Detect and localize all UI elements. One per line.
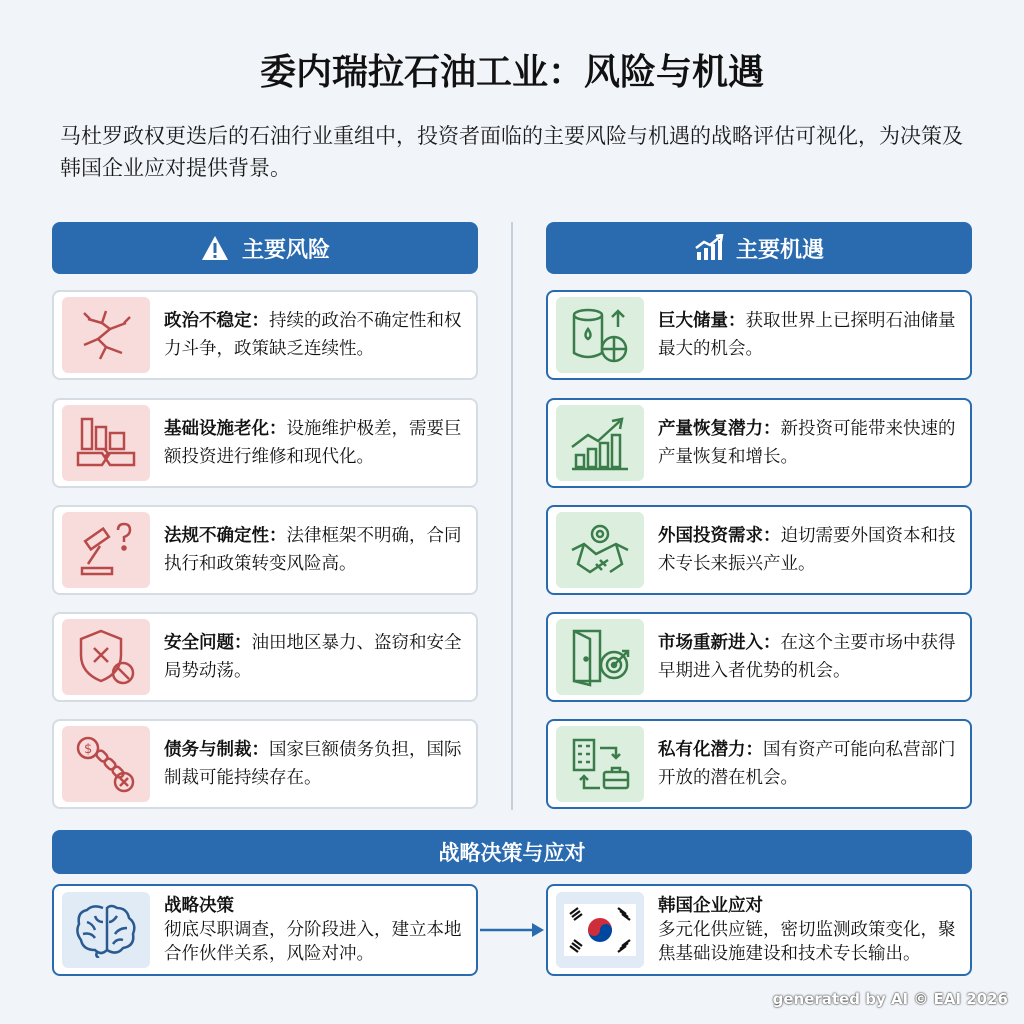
- handshake-gear-icon: [556, 512, 644, 588]
- opportunity-card-privatization: [546, 719, 972, 809]
- risk-card-debt: [52, 719, 478, 809]
- oil-barrel-globe-icon: [556, 297, 644, 373]
- risk-title: 政治不稳定：: [164, 311, 269, 331]
- korea-response-text: 多元化供应链，密切监测政策变化，聚焦基础设施建设和技术专长输出。: [658, 920, 956, 964]
- brain-icon: [62, 892, 150, 968]
- chain-dollar-icon: [62, 726, 150, 802]
- risk-card-regulatory: [52, 505, 478, 595]
- growth-chart-icon: [694, 234, 724, 262]
- door-target-icon: [556, 619, 644, 695]
- strategy-decision-card: [52, 884, 478, 976]
- page-title: 委内瑞拉石油工业：风险与机遇: [259, 52, 764, 93]
- opportunities-header: [546, 222, 972, 274]
- warning-icon: [200, 234, 230, 262]
- strategy-decision-text: 彻底尽职调查，分阶段进入，建立本地合作伙伴关系，风险对冲。: [164, 920, 462, 964]
- opportunity-text: 获取世界上已探明石油储量最大的机会。: [658, 311, 956, 359]
- opportunity-title: 市场重新进入：: [658, 633, 781, 653]
- opportunity-card-production: [546, 398, 972, 488]
- risks-header-label: 主要风险: [241, 237, 330, 263]
- risk-card-political: [52, 290, 478, 380]
- bar-chart-up-icon: [556, 405, 644, 481]
- risk-card-infrastructure: [52, 398, 478, 488]
- opportunity-card-market: [546, 612, 972, 702]
- strategy-band: 战略决策与应对: [52, 830, 972, 874]
- opportunity-text: 国有资产可能向私营部门开放的潜在机会。: [658, 740, 956, 788]
- opportunity-text: 迫切需要外国资本和技术专长来振兴产业。: [658, 526, 956, 574]
- korea-response-card: [546, 884, 972, 976]
- strategy-decision-title: 战略决策: [164, 896, 234, 916]
- gavel-question-icon: [62, 512, 150, 588]
- page-subtitle: 马杜罗政权更迭后的石油行业重组中，投资者面临的主要风险与机遇的战略评估可视化，为决策及韩国企业应对提供背景。: [60, 124, 963, 180]
- building-briefcase-icon: [556, 726, 644, 802]
- risk-text: 国家巨额债务负担，国际制裁可能持续存在。: [164, 740, 462, 788]
- risk-text: 法律框架不明确，合同执行和政策转变风险高。: [164, 526, 462, 574]
- opportunity-title: 外国投资需求：: [658, 526, 781, 546]
- svg-text:$: $: [84, 742, 93, 757]
- cracked-surface-icon: [62, 297, 150, 373]
- risk-title: 安全问题：: [164, 633, 252, 653]
- risk-text: 设施维护极差，需要巨额投资进行维修和现代化。: [164, 419, 462, 467]
- risk-title: 基础设施老化：: [164, 419, 287, 439]
- risk-text: 持续的政治不确定性和权力斗争，政策缺乏连续性。: [164, 311, 462, 359]
- opportunity-card-investment: [546, 505, 972, 595]
- footer-credit: generated by AI © EAI 2026: [772, 990, 1008, 1008]
- broken-pipe-icon: [62, 405, 150, 481]
- risk-title: 法规不确定性：: [164, 526, 287, 546]
- risk-card-security: [52, 612, 478, 702]
- shield-x-icon: [62, 619, 150, 695]
- opportunity-text: 在这个主要市场中获得早期进入者优势的机会。: [658, 633, 956, 681]
- opportunity-card-reserves: [546, 290, 972, 380]
- korea-response-title: 韩国企业应对: [658, 896, 763, 916]
- korea-flag-icon: [556, 892, 644, 968]
- opportunity-title: 巨大储量：: [658, 311, 746, 331]
- risks-header: [52, 222, 478, 274]
- opportunities-header-label: 主要机遇: [735, 237, 824, 263]
- opportunity-title: 私有化潜力：: [658, 740, 763, 760]
- risk-text: 油田地区暴力、盗窃和安全局势动荡。: [164, 633, 462, 681]
- risk-title: 债务与制裁：: [164, 740, 269, 760]
- column-divider: [511, 222, 513, 810]
- opportunity-title: 产量恢复潜力：: [658, 419, 781, 439]
- opportunity-text: 新投资可能带来快速的产量恢复和增长。: [658, 419, 956, 467]
- arrow-right-icon: [478, 920, 546, 940]
